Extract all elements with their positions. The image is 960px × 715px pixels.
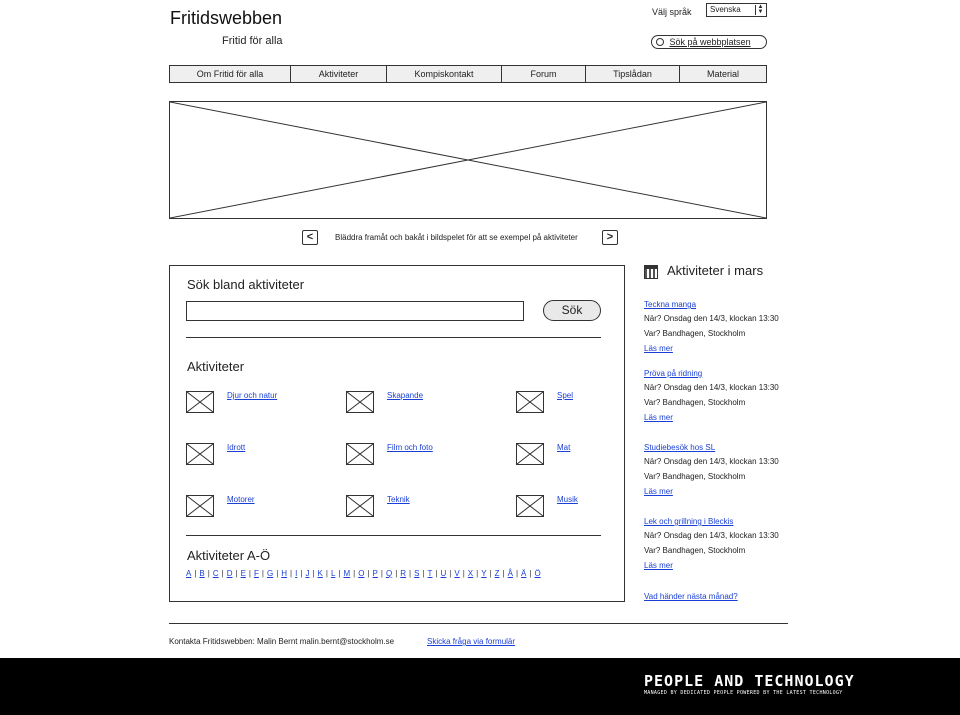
alphabet-separator: | <box>276 569 279 578</box>
event-when: När? Onsdag den 14/3, klockan 13:30 <box>644 314 779 323</box>
nav-item-aktiviteter[interactable]: Aktiviteter <box>291 66 387 82</box>
alphabet-separator: | <box>312 569 315 578</box>
next-month-link[interactable]: Vad händer nästa månad? <box>644 592 738 601</box>
alphabet-separator: | <box>290 569 293 578</box>
event-title-link[interactable]: Pröva på ridning <box>644 369 703 378</box>
alphabet-separator: | <box>529 569 532 578</box>
alphabet-letter-link[interactable]: M <box>343 569 351 578</box>
footer-divider <box>169 623 788 624</box>
activity-link-motorer[interactable]: Motorer <box>227 495 255 504</box>
alphabet-letter-link[interactable]: Q <box>385 569 393 578</box>
alphabet-separator: | <box>395 569 398 578</box>
slideshow-image-placeholder <box>169 101 767 219</box>
calendar-icon <box>644 265 658 279</box>
search-button[interactable]: Sök <box>543 300 601 321</box>
alphabet-letter-link[interactable]: D <box>226 569 233 578</box>
image-placeholder-icon <box>346 495 374 517</box>
alphabet-separator: | <box>515 569 519 578</box>
image-placeholder-icon <box>186 495 214 517</box>
alphabet-letter-link[interactable]: G <box>266 569 274 578</box>
alphabet-letter-link[interactable]: Y <box>481 569 487 578</box>
alphabet-index <box>186 569 541 578</box>
sidebar-title: Aktiviteter i mars <box>667 263 764 278</box>
activity-link-mat[interactable]: Mat <box>557 443 571 452</box>
image-placeholder-icon <box>346 443 374 465</box>
alphabet-letter-link[interactable]: Å <box>507 569 513 578</box>
alphabet-separator: | <box>221 569 224 578</box>
read-more-link[interactable]: Läs mer <box>644 344 673 353</box>
alphabet-separator: | <box>435 569 438 578</box>
event-where: Var? Bandhagen, Stockholm <box>644 398 746 407</box>
contact-form-link[interactable]: Skicka fråga via formulär <box>427 637 516 646</box>
alphabet-separator: | <box>235 569 238 578</box>
alphabet-letter-link[interactable]: Ö <box>534 569 541 578</box>
activity-search-input[interactable] <box>186 301 524 321</box>
alphabet-letter-link[interactable]: Ä <box>521 569 527 578</box>
alphabet-separator: | <box>449 569 452 578</box>
alphabet-separator: | <box>422 569 425 578</box>
nav-item-om-fritid[interactable]: Om Fritid för alla <box>170 66 291 82</box>
activity-link-djur-och-natur[interactable]: Djur och natur <box>227 391 278 400</box>
tagline: Fritid för alla <box>222 35 283 47</box>
activity-link-spel[interactable]: Spel <box>557 391 574 400</box>
search-heading: Sök bland aktiviteter <box>187 277 305 292</box>
event-where: Var? Bandhagen, Stockholm <box>644 472 746 481</box>
alphabet-letter-link[interactable]: R <box>400 569 407 578</box>
image-placeholder-icon <box>186 443 214 465</box>
divider <box>186 535 601 536</box>
site-title: Fritidswebben <box>170 8 283 28</box>
site-search-label: Sök på webbplatsen <box>669 37 751 47</box>
alphabet-letter-link[interactable]: C <box>212 569 219 578</box>
footer-contact: Kontakta Fritidswebben: Malin Bernt malin.bernt@stockholm.se <box>169 637 395 646</box>
alphabet-letter-link[interactable]: U <box>440 569 447 578</box>
alphabet-letter-link[interactable]: V <box>454 569 460 578</box>
event-title-link[interactable]: Teckna manga <box>644 300 697 309</box>
language-label: Välj språk <box>652 7 692 17</box>
alphabet-separator: | <box>261 569 264 578</box>
alphabet-letter-link[interactable]: J <box>305 569 310 578</box>
alphabet-letter-link[interactable]: T <box>427 569 433 578</box>
activity-link-film-och-foto[interactable]: Film och foto <box>387 443 433 452</box>
event-when: När? Onsdag den 14/3, klockan 13:30 <box>644 531 779 540</box>
alphabet-separator: | <box>409 569 412 578</box>
alphabet-separator: | <box>300 569 303 578</box>
event-when: När? Onsdag den 14/3, klockan 13:30 <box>644 383 779 392</box>
alphabet-letter-link[interactable]: L <box>330 569 336 578</box>
alphabet-letter-link[interactable]: F <box>253 569 259 578</box>
alphabet-letter-link[interactable]: B <box>199 569 205 578</box>
alphabet-letter-link[interactable]: K <box>317 569 323 578</box>
event-when: När? Onsdag den 14/3, klockan 13:30 <box>644 457 779 466</box>
site-search-field[interactable] <box>651 35 767 49</box>
alphabet-letter-link[interactable]: H <box>281 569 288 578</box>
event-where: Var? Bandhagen, Stockholm <box>644 546 746 555</box>
slideshow-next-button[interactable]: > <box>602 230 618 245</box>
alphabet-separator: | <box>380 569 383 578</box>
image-placeholder-icon <box>516 391 544 413</box>
alphabet-letter-link[interactable]: O <box>358 569 365 578</box>
alphabet-separator: | <box>476 569 479 578</box>
slideshow-caption: Bläddra framåt och bakåt i bildspelet för att se exempel på aktiviteter <box>335 233 578 242</box>
search-icon <box>656 38 664 46</box>
alphabet-letter-link[interactable]: Z <box>494 569 500 578</box>
alphabet-separator: | <box>502 569 505 578</box>
image-placeholder-icon <box>516 495 544 517</box>
language-value: Svenska <box>710 5 741 14</box>
read-more-link[interactable]: Läs mer <box>644 487 673 496</box>
alphabet-letter-link[interactable]: X <box>467 569 474 578</box>
activity-link-idrott[interactable]: Idrott <box>227 443 246 452</box>
main-navigation <box>169 65 767 83</box>
nav-item-material[interactable]: Material <box>706 69 739 79</box>
alphabet-separator: | <box>194 569 197 578</box>
alphabet-separator: | <box>353 569 356 578</box>
brand-logo-title: PEOPLE AND TECHNOLOGY <box>644 672 855 690</box>
up-down-arrow-icon: ▲ ▼ <box>755 5 765 15</box>
alphabet-letter-link[interactable]: S <box>414 569 420 578</box>
nav-item-kompiskontakt[interactable]: Kompiskontakt <box>387 66 502 82</box>
az-heading: Aktiviteter A-Ö <box>187 548 271 563</box>
alphabet-letter-link[interactable]: A <box>186 569 192 578</box>
alphabet-letter-link[interactable]: P <box>372 569 378 578</box>
event-title-link[interactable]: Lek och grillning i Bleckis <box>644 517 734 526</box>
language-select[interactable] <box>706 3 767 17</box>
image-placeholder-icon <box>346 391 374 413</box>
nav-item-forum[interactable]: Forum <box>502 66 586 82</box>
brand-logo-subtitle: MANAGED BY DEDICATED PEOPLE POWERED BY THE LATEST TECHNOLOGY <box>644 690 843 696</box>
read-more-link[interactable]: Läs mer <box>644 413 673 422</box>
alphabet-letter-link[interactable]: E <box>240 569 246 578</box>
alphabet-separator: | <box>367 569 370 578</box>
alphabet-separator: | <box>207 569 210 578</box>
slideshow-prev-button[interactable]: < <box>302 230 318 245</box>
alphabet-separator: | <box>462 569 465 578</box>
event-title-link[interactable]: Studiebesök hos SL <box>644 443 716 452</box>
alphabet-separator: | <box>325 569 328 578</box>
activity-link-teknik[interactable]: Teknik <box>387 495 410 504</box>
alphabet-letter-link[interactable]: I <box>295 569 298 578</box>
alphabet-separator: | <box>248 569 251 578</box>
activities-heading: Aktiviteter <box>187 359 245 374</box>
activity-link-musik[interactable]: Musik <box>557 495 578 504</box>
image-placeholder-icon <box>516 443 544 465</box>
event-where: Var? Bandhagen, Stockholm <box>644 329 746 338</box>
read-more-link[interactable]: Läs mer <box>644 561 673 570</box>
divider <box>186 337 601 338</box>
alphabet-separator: | <box>338 569 341 578</box>
alphabet-separator: | <box>489 569 492 578</box>
image-placeholder-icon <box>186 391 214 413</box>
activity-link-skapande[interactable]: Skapande <box>387 391 424 400</box>
nav-item-tipsladan[interactable]: Tipslådan <box>586 66 680 82</box>
